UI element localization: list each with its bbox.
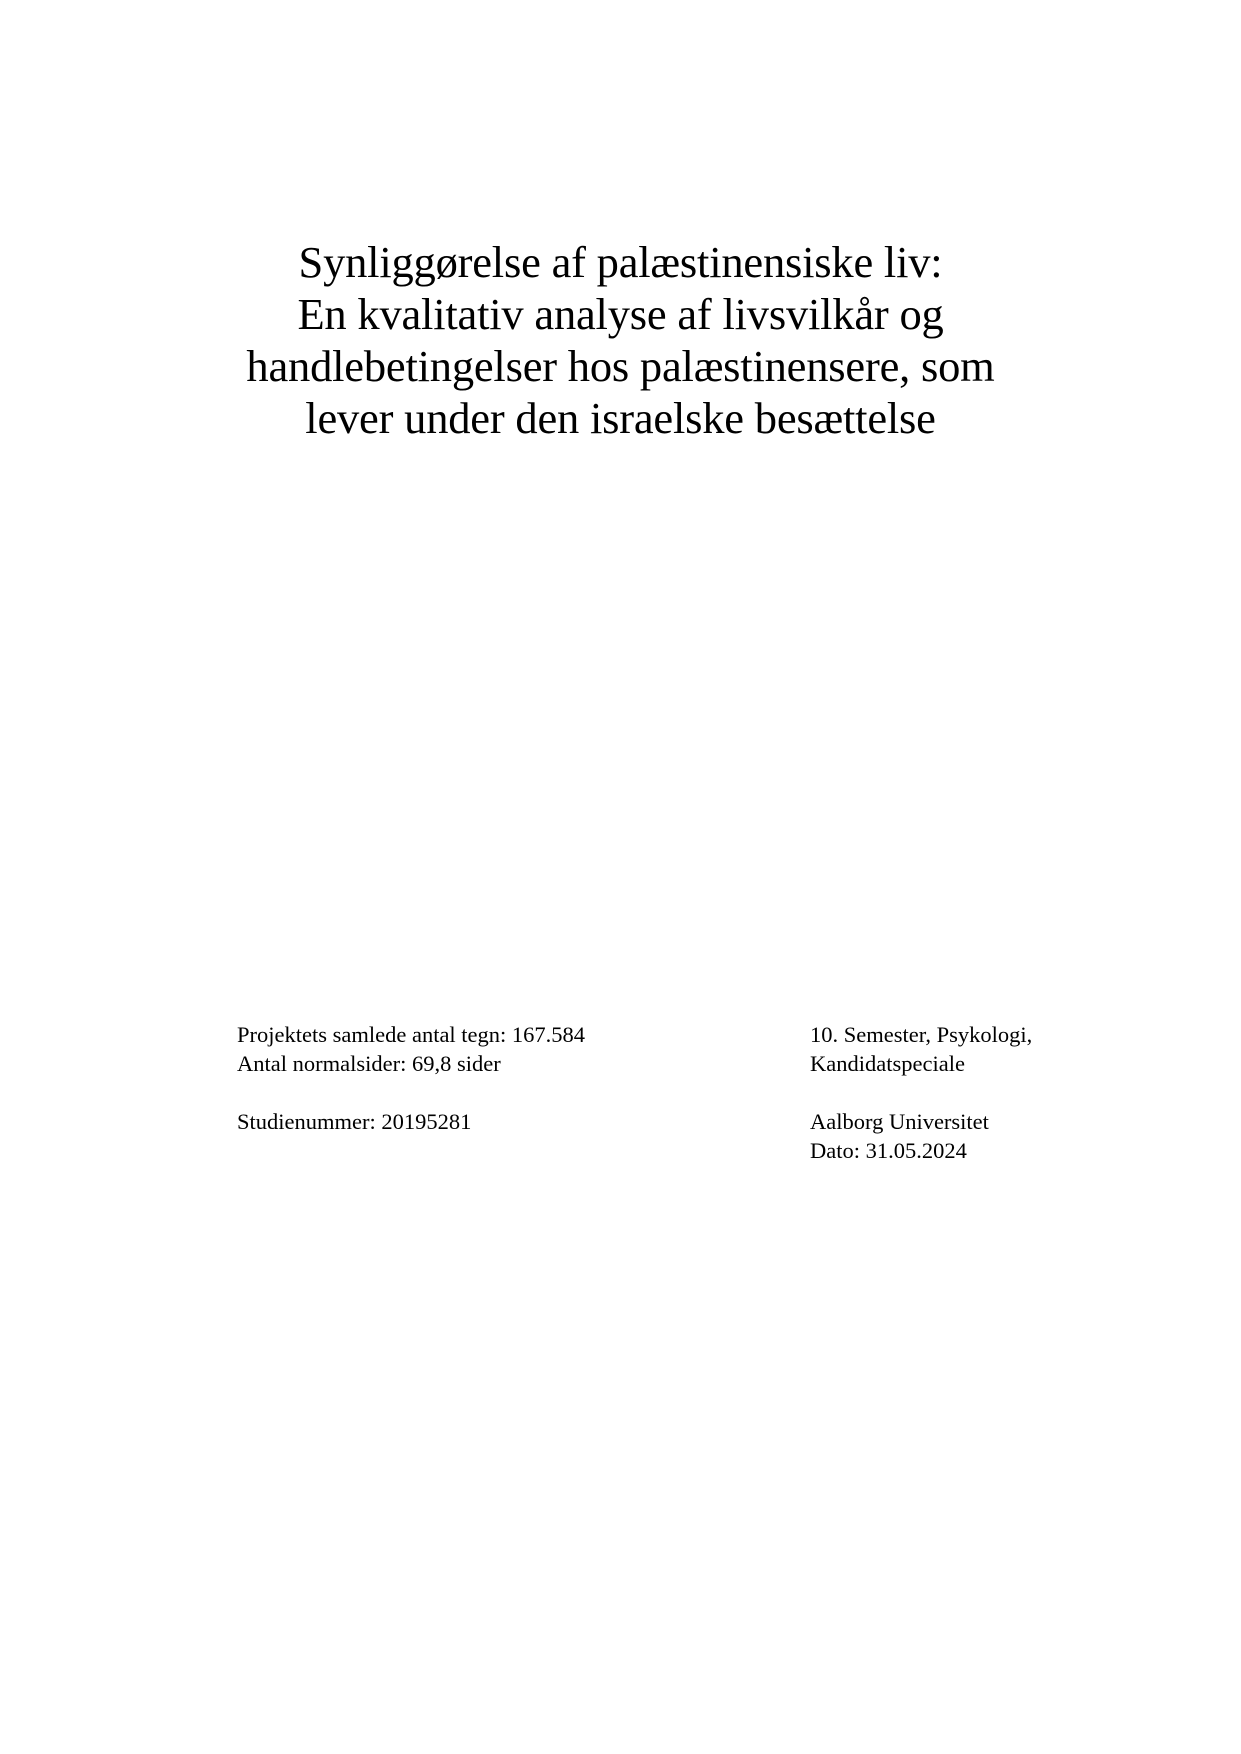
title-line-1: Synliggørelse af palæstinensiske liv: — [298, 237, 943, 287]
thesis-type: Kandidatspeciale — [810, 1051, 965, 1076]
title-line-4: lever under den israelske besættelse — [305, 393, 936, 443]
course-info — [810, 1020, 1032, 1165]
semester: 10. Semester, Psykologi, — [810, 1022, 1033, 1047]
spacer — [810, 1078, 1032, 1107]
normal-pages: Antal normalsider: 69,8 sider — [237, 1051, 501, 1076]
character-count: Projektets samlede antal tegn: 167.584 — [237, 1022, 586, 1047]
title-line-2: En kvalitativ analyse af livsvilkår og — [297, 289, 944, 339]
university: Aalborg Universitet — [810, 1109, 989, 1134]
project-info — [237, 1020, 585, 1136]
date: Dato: 31.05.2024 — [810, 1138, 967, 1163]
student-number: Studienummer: 20195281 — [237, 1109, 472, 1134]
title-line-3: handlebetingelser hos palæstinensere, som — [246, 341, 995, 391]
thesis-title — [0, 236, 1241, 444]
spacer — [237, 1078, 585, 1107]
